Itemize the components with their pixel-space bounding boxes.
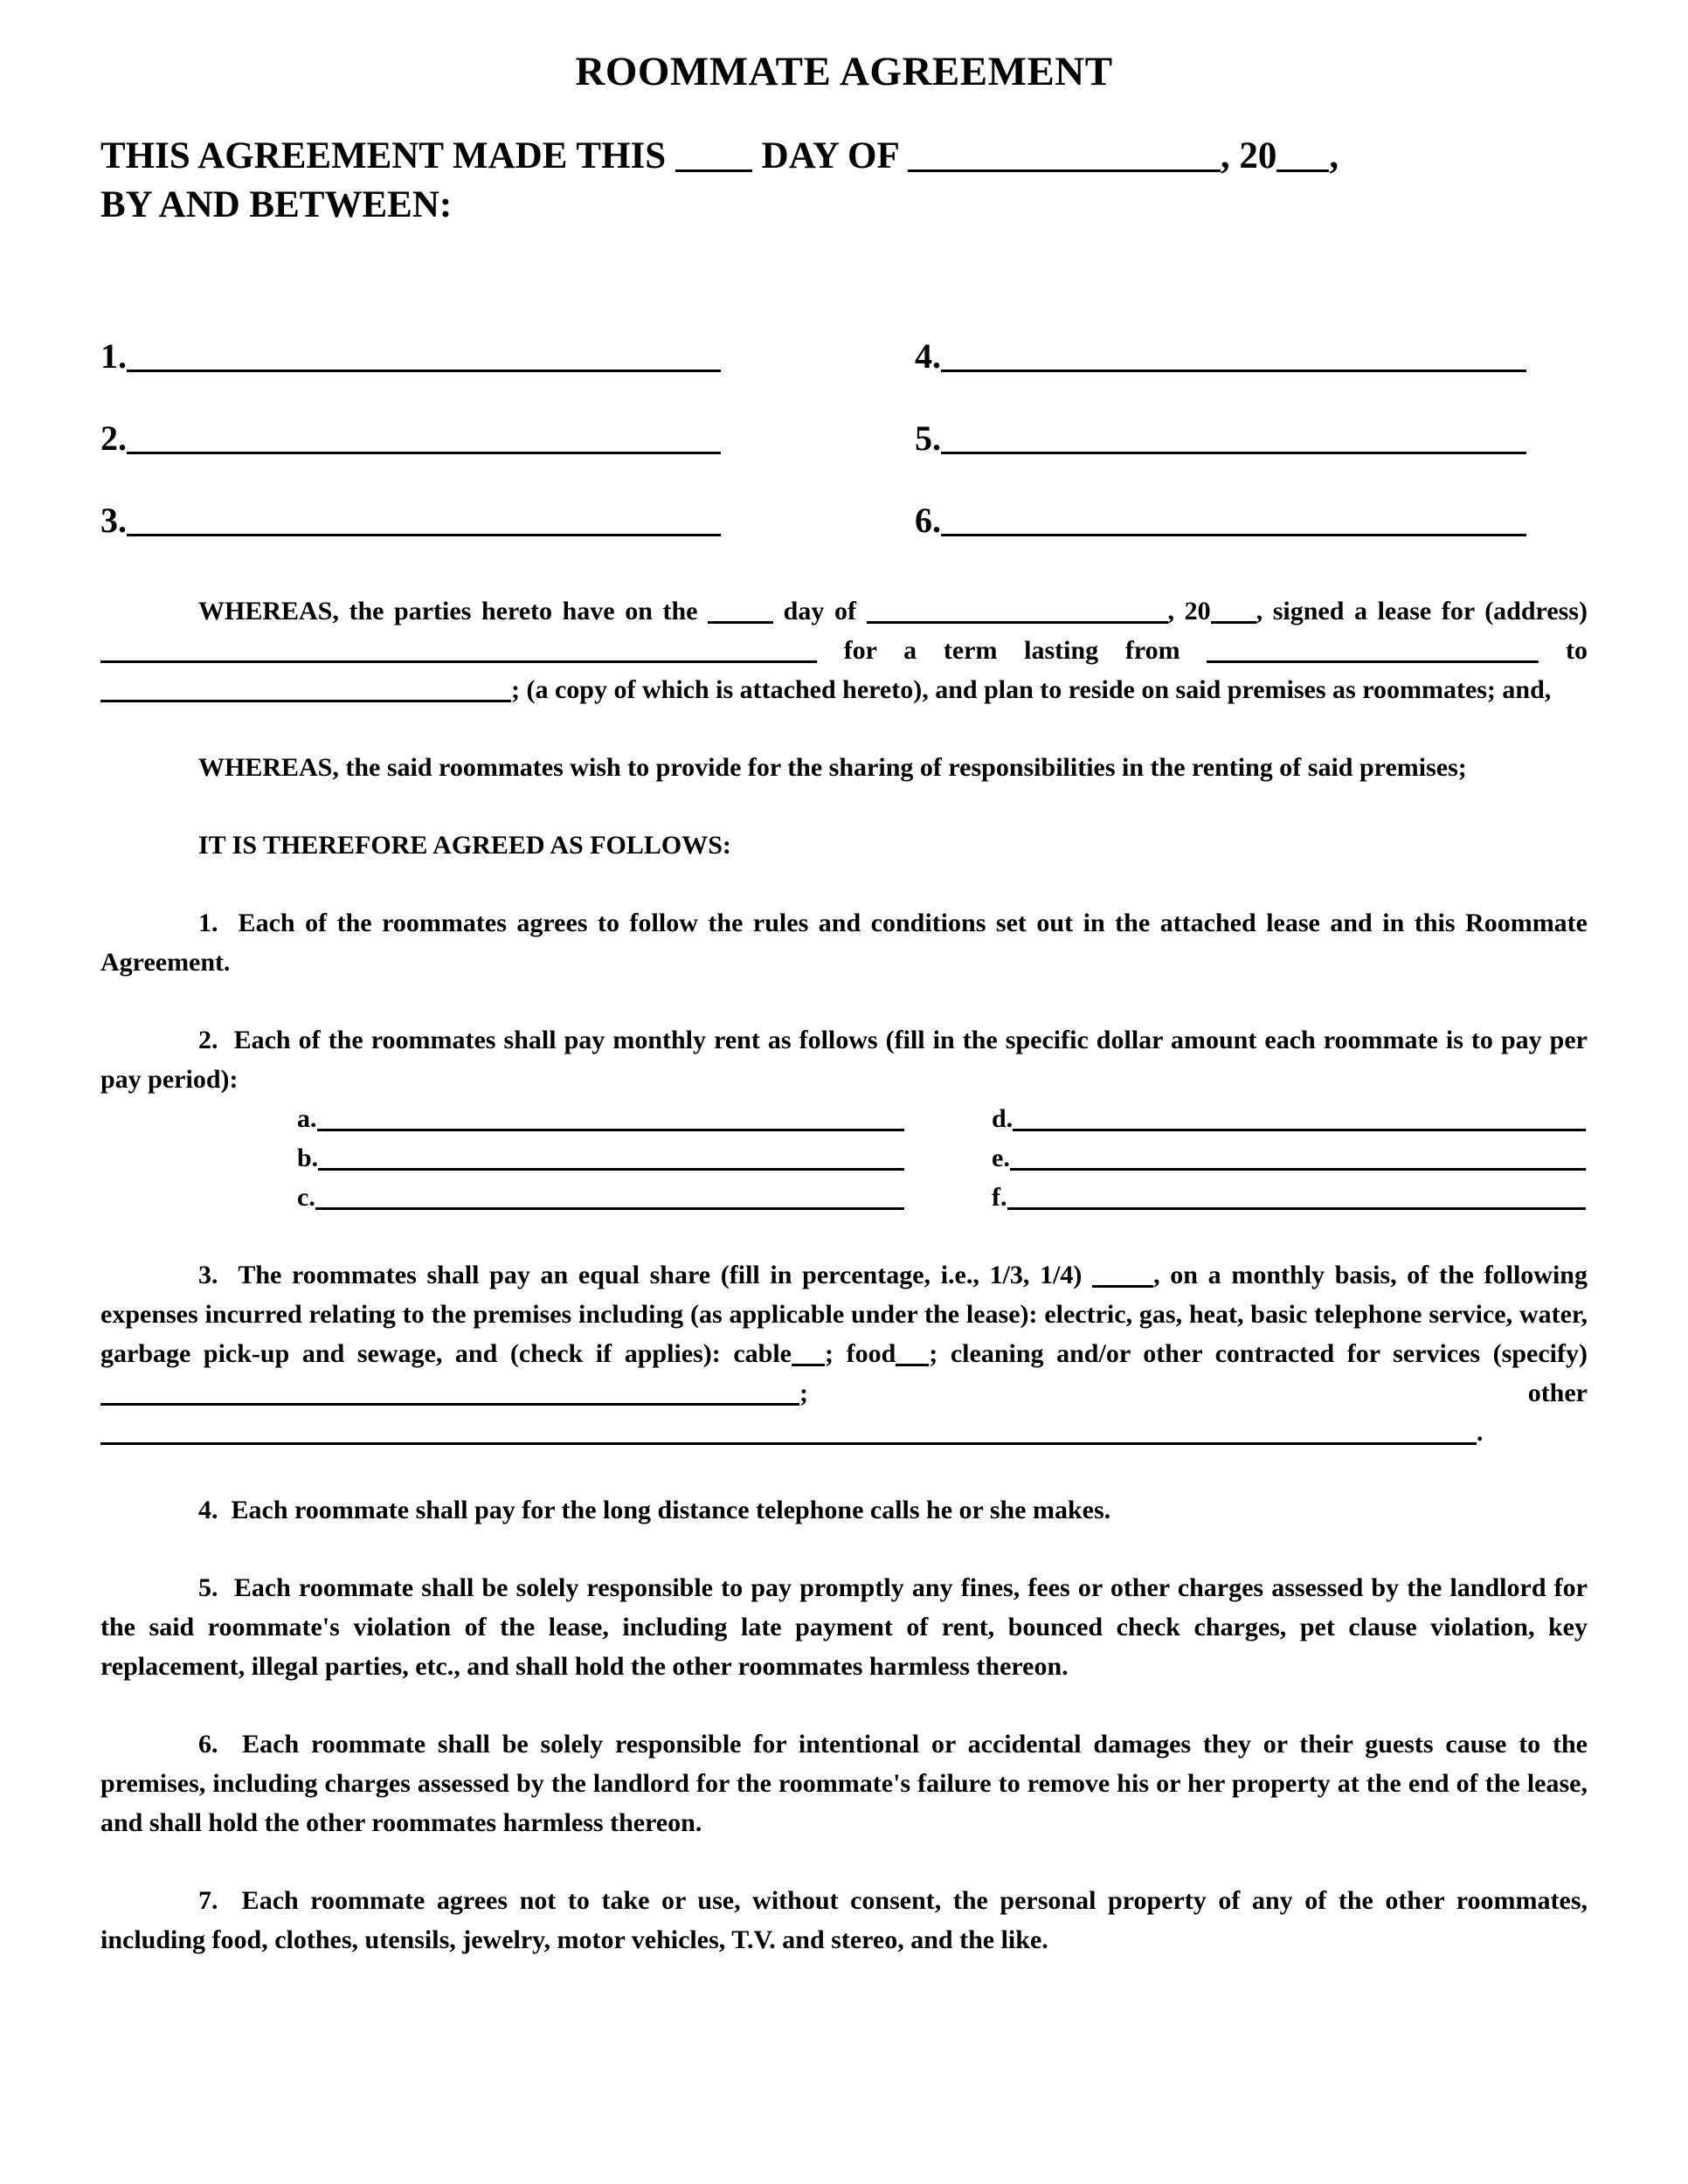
whereas1-text-7: ; (a copy of which is attached hereto), and plan to reside on said premises as roommates; and,: [511, 674, 1552, 704]
lease-day-blank[interactable]: [708, 598, 773, 624]
address-blank[interactable]: [100, 637, 817, 663]
whereas1-text-5: for a term lasting from: [817, 635, 1207, 665]
party-5-number: 5.: [915, 418, 941, 458]
rent-b-label: b.: [297, 1143, 319, 1172]
party-5: [915, 415, 1526, 459]
clause-3: [100, 1255, 1588, 1452]
clause-7: 7. Each roommate agrees not to take or use, without consent, the personal property of any of the other roommates, including food, clothes, utensils, jewelry, motor vehicles, T.V. and stereo, and the like.: [100, 1885, 1588, 1954]
rent-a-blank[interactable]: [317, 1105, 905, 1131]
clause3-text-5: ; other: [799, 1378, 1588, 1407]
rent-b-blank[interactable]: [318, 1144, 904, 1171]
lease-month-blank[interactable]: [867, 598, 1168, 624]
rent-a-label: a.: [297, 1103, 317, 1133]
opening-text-3: , 20: [1220, 135, 1277, 176]
party-4-name-blank[interactable]: [941, 337, 1526, 372]
whereas1-text-1: WHEREAS, the parties hereto have on the: [198, 596, 709, 625]
party-1-number: 1.: [100, 335, 127, 376]
party-3-number: 3.: [100, 500, 127, 540]
agreement-year-blank[interactable]: [1276, 135, 1329, 172]
party-row: [100, 415, 1526, 459]
rent-c-blank[interactable]: [315, 1184, 904, 1210]
party-row: [100, 497, 1526, 541]
clause3-text-3: ; food: [825, 1338, 896, 1368]
party-3: [100, 497, 721, 541]
parties-list: [100, 333, 1588, 541]
party-2: [100, 415, 721, 459]
term-to-blank[interactable]: [100, 676, 511, 702]
rent-e-blank[interactable]: [1010, 1144, 1586, 1171]
party-3-name-blank[interactable]: [127, 501, 721, 536]
percentage-blank[interactable]: [1092, 1261, 1153, 1288]
document-title: ROOMMATE AGREEMENT: [575, 49, 1113, 94]
paragraph-whereas-lease: [100, 591, 1588, 709]
rent-f-blank[interactable]: [1007, 1184, 1587, 1210]
by-and-between-text: BY AND BETWEEN:: [100, 183, 453, 225]
clause-2-intro: 2. Each of the roommates shall pay monthly rent as follows (fill in the specific dollar amount each roommate is to pay per pay period):: [100, 1025, 1588, 1094]
party-6-number: 6.: [915, 500, 941, 540]
clause-6: 6. Each roommate shall be solely responsible for intentional or accidental damages they or their guests cause to the premises, including charges assessed by the landlord for the roommate's failure to remove his or her property at the end of the lease, and shall hold the other roommates harmless thereon.: [100, 1729, 1588, 1837]
agreement-day-blank[interactable]: [675, 135, 752, 172]
party-6-name-blank[interactable]: [941, 501, 1526, 536]
rent-d-blank[interactable]: [1013, 1105, 1586, 1131]
clause3-text-4: ; cleaning and/or other contracted for services (specify): [929, 1338, 1588, 1368]
party-1-name-blank[interactable]: [127, 337, 721, 372]
rent-a: [297, 1099, 904, 1138]
lease-year-blank[interactable]: [1211, 598, 1256, 624]
party-2-number: 2.: [100, 418, 127, 458]
rent-row: [297, 1099, 1586, 1138]
rent-row: [297, 1178, 1586, 1217]
services-specify-blank[interactable]: [100, 1379, 799, 1406]
party-2-name-blank[interactable]: [127, 419, 721, 454]
whereas1-text-2: day of: [773, 596, 867, 625]
clause3-text-1: 3. The roommates shall pay an equal share (fill in percentage, i.e., 1/3, 1/4): [198, 1260, 1093, 1289]
party-4-number: 4.: [915, 335, 941, 376]
opening-clause: [100, 132, 1588, 230]
whereas1-text-4: , signed a lease for (address): [1256, 596, 1588, 625]
rent-f-label: f.: [992, 1182, 1007, 1212]
therefore-heading: IT IS THEREFORE AGREED AS FOLLOWS:: [198, 830, 731, 860]
clause3-text-6: .: [1477, 1417, 1484, 1447]
rent-amounts: [297, 1099, 1588, 1217]
rent-row: [297, 1138, 1586, 1178]
rent-c-label: c.: [297, 1182, 315, 1212]
clause-1: 1. Each of the roommates agrees to follow the rules and conditions set out in the attached lease and in this Roommate Agreement.: [100, 908, 1588, 977]
clause3-text-2: , on a monthly basis, of the following expenses incurred relating to the premises including (as applicable under the lease): electric, gas, heat, basic telephone service, water, garbage pick-up and sewage, and (check if applies): cable: [100, 1260, 1588, 1368]
rent-e-label: e.: [992, 1143, 1010, 1172]
party-1: [100, 333, 721, 377]
term-from-blank[interactable]: [1207, 637, 1539, 663]
opening-text-2: DAY OF: [751, 135, 908, 176]
clause-4: 4. Each roommate shall pay for the long distance telephone calls he or she makes.: [198, 1495, 1111, 1524]
rent-f: [992, 1178, 1586, 1217]
clause-5: 5. Each roommate shall be solely responsible to pay promptly any fines, fees or other charges assessed by the landlord for the said roommate's violation of the lease, including late payment of rent, bounced check charges, pet clause violation, key replacement, illegal parties, etc., and shall hold the other roommates harmless thereon.: [100, 1572, 1588, 1681]
party-row: [100, 333, 1526, 377]
rent-d-label: d.: [992, 1103, 1013, 1133]
cable-check-blank[interactable]: [792, 1340, 825, 1366]
opening-text-1: THIS AGREEMENT MADE THIS: [100, 135, 675, 176]
whereas1-text-6: to: [1539, 635, 1588, 665]
food-check-blank[interactable]: [896, 1340, 929, 1366]
party-5-name-blank[interactable]: [941, 419, 1526, 454]
rent-c: [297, 1178, 904, 1217]
rent-e: [992, 1138, 1586, 1178]
paragraph-whereas-sharing: WHEREAS, the said roommates wish to provide for the sharing of responsibilities in the renting of said premises;: [198, 752, 1467, 782]
party-4: [915, 333, 1526, 377]
opening-text-4: ,: [1329, 135, 1339, 176]
rent-d: [992, 1099, 1586, 1138]
party-6: [915, 497, 1526, 541]
rent-b: [297, 1138, 904, 1178]
agreement-month-blank[interactable]: [908, 135, 1221, 172]
other-expenses-blank[interactable]: [100, 1419, 1477, 1445]
whereas1-text-3: , 20: [1167, 596, 1211, 625]
